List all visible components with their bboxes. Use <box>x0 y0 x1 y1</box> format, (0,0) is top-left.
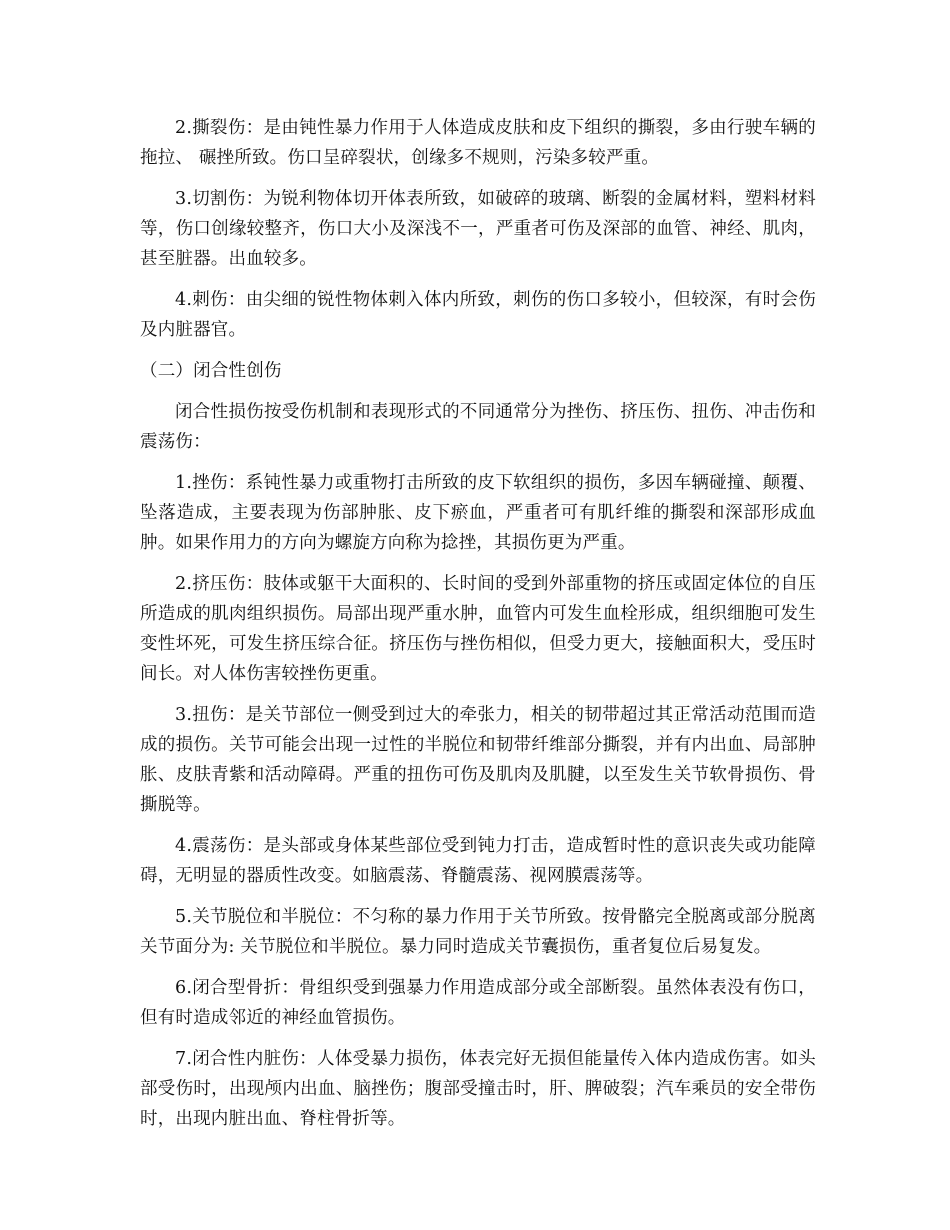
para-laceration: 2.撕裂伤：是由钝性暴力作用于人体造成皮肤和皮下组织的撕裂，多由行驶车辆的拖拉、 碾挫所致。伤口呈碎裂状，创缘多不规则，污染多较严重。 <box>140 118 816 168</box>
para-closed-visceral-injury: 7.闭合性内脏伤：人体受暴力损伤，体表完好无损但能量传入体内造成伤害。如头部受伤时，出现颅内出血、脑挫伤；腹部受撞击时，肝、脾破裂；汽车乘员的安全带伤时，出现内脏出血、脊柱骨折等。 <box>140 1049 816 1129</box>
para-incised-wound: 3.切割伤：为锐利物体切开体表所致，如破碎的玻璃、断裂的金属材料，塑料材料等，伤口创缘较整齐，伤口大小及深浅不一，严重者可伤及深部的血管、神经、肌肉，甚至脏器。出血较多。 <box>140 189 816 269</box>
para-closed-fracture: 6.闭合型骨折：骨组织受到强暴力作用造成部分或全部断裂。虽然体表没有伤口，但有时造成邻近的神经血管损伤。 <box>140 978 816 1028</box>
section-heading-closed-injury: （二）闭合性创伤 <box>140 361 282 381</box>
document-body <box>140 113 816 1145</box>
para-stab-wound: 4.刺伤：由尖细的锐性物体刺入体内所致，刺伤的伤口多较小，但较深，有时会伤及内脏器官。 <box>140 290 816 340</box>
para-concussion: 4.震荡伤：是头部或身体某些部位受到钝力打击，造成暂时性的意识丧失或功能障碍，无明显的器质性改变。如脑震荡、脊髓震荡、视网膜震荡等。 <box>140 836 816 886</box>
para-contusion: 1.挫伤：系钝性暴力或重物打击所致的皮下软组织的损伤，多因车辆碰撞、颠覆、坠落造成，主要表现为伤部肿胀、皮下瘀血，严重者可有肌纤维的撕裂和深部形成血肿。如果作用力的方向为螺旋方向称为捻挫，其损伤更为严重。 <box>140 473 816 553</box>
para-dislocation: 5.关节脱位和半脱位：不匀称的暴力作用于关节所致。按骨骼完全脱离或部分脱离关节面分为: 关节脱位和半脱位。暴力同时造成关节囊损伤，重者复位后易复发。 <box>140 907 816 957</box>
para-crush-injury: 2.挤压伤：肢体或躯干大面积的、长时间的受到外部重物的挤压或固定体位的自压所造成的肌肉组织损伤。局部出现严重水肿，血管内可发生血栓形成，组织细胞可发生变性坏死，可发生挤压综合征。挤压伤与挫伤相似，但受力更大，接触面积大，受压时间长。对人体伤害较挫伤更重。 <box>140 574 816 684</box>
para-closed-injury-intro: 闭合性损伤按受伤机制和表现形式的不同通常分为挫伤、挤压伤、扭伤、冲击伤和震荡伤： <box>140 402 816 452</box>
para-sprain: 3.扭伤：是关节部位一侧受到过大的牵张力，相关的韧带超过其正常活动范围而造成的损伤。关节可能会出现一过性的半脱位和韧带纤维部分撕裂，并有内出血、局部肿胀、皮肤青紫和活动障碍。严重的扭伤可伤及肌肉及肌腱，以至发生关节软骨损伤、骨撕脱等。 <box>140 705 816 815</box>
